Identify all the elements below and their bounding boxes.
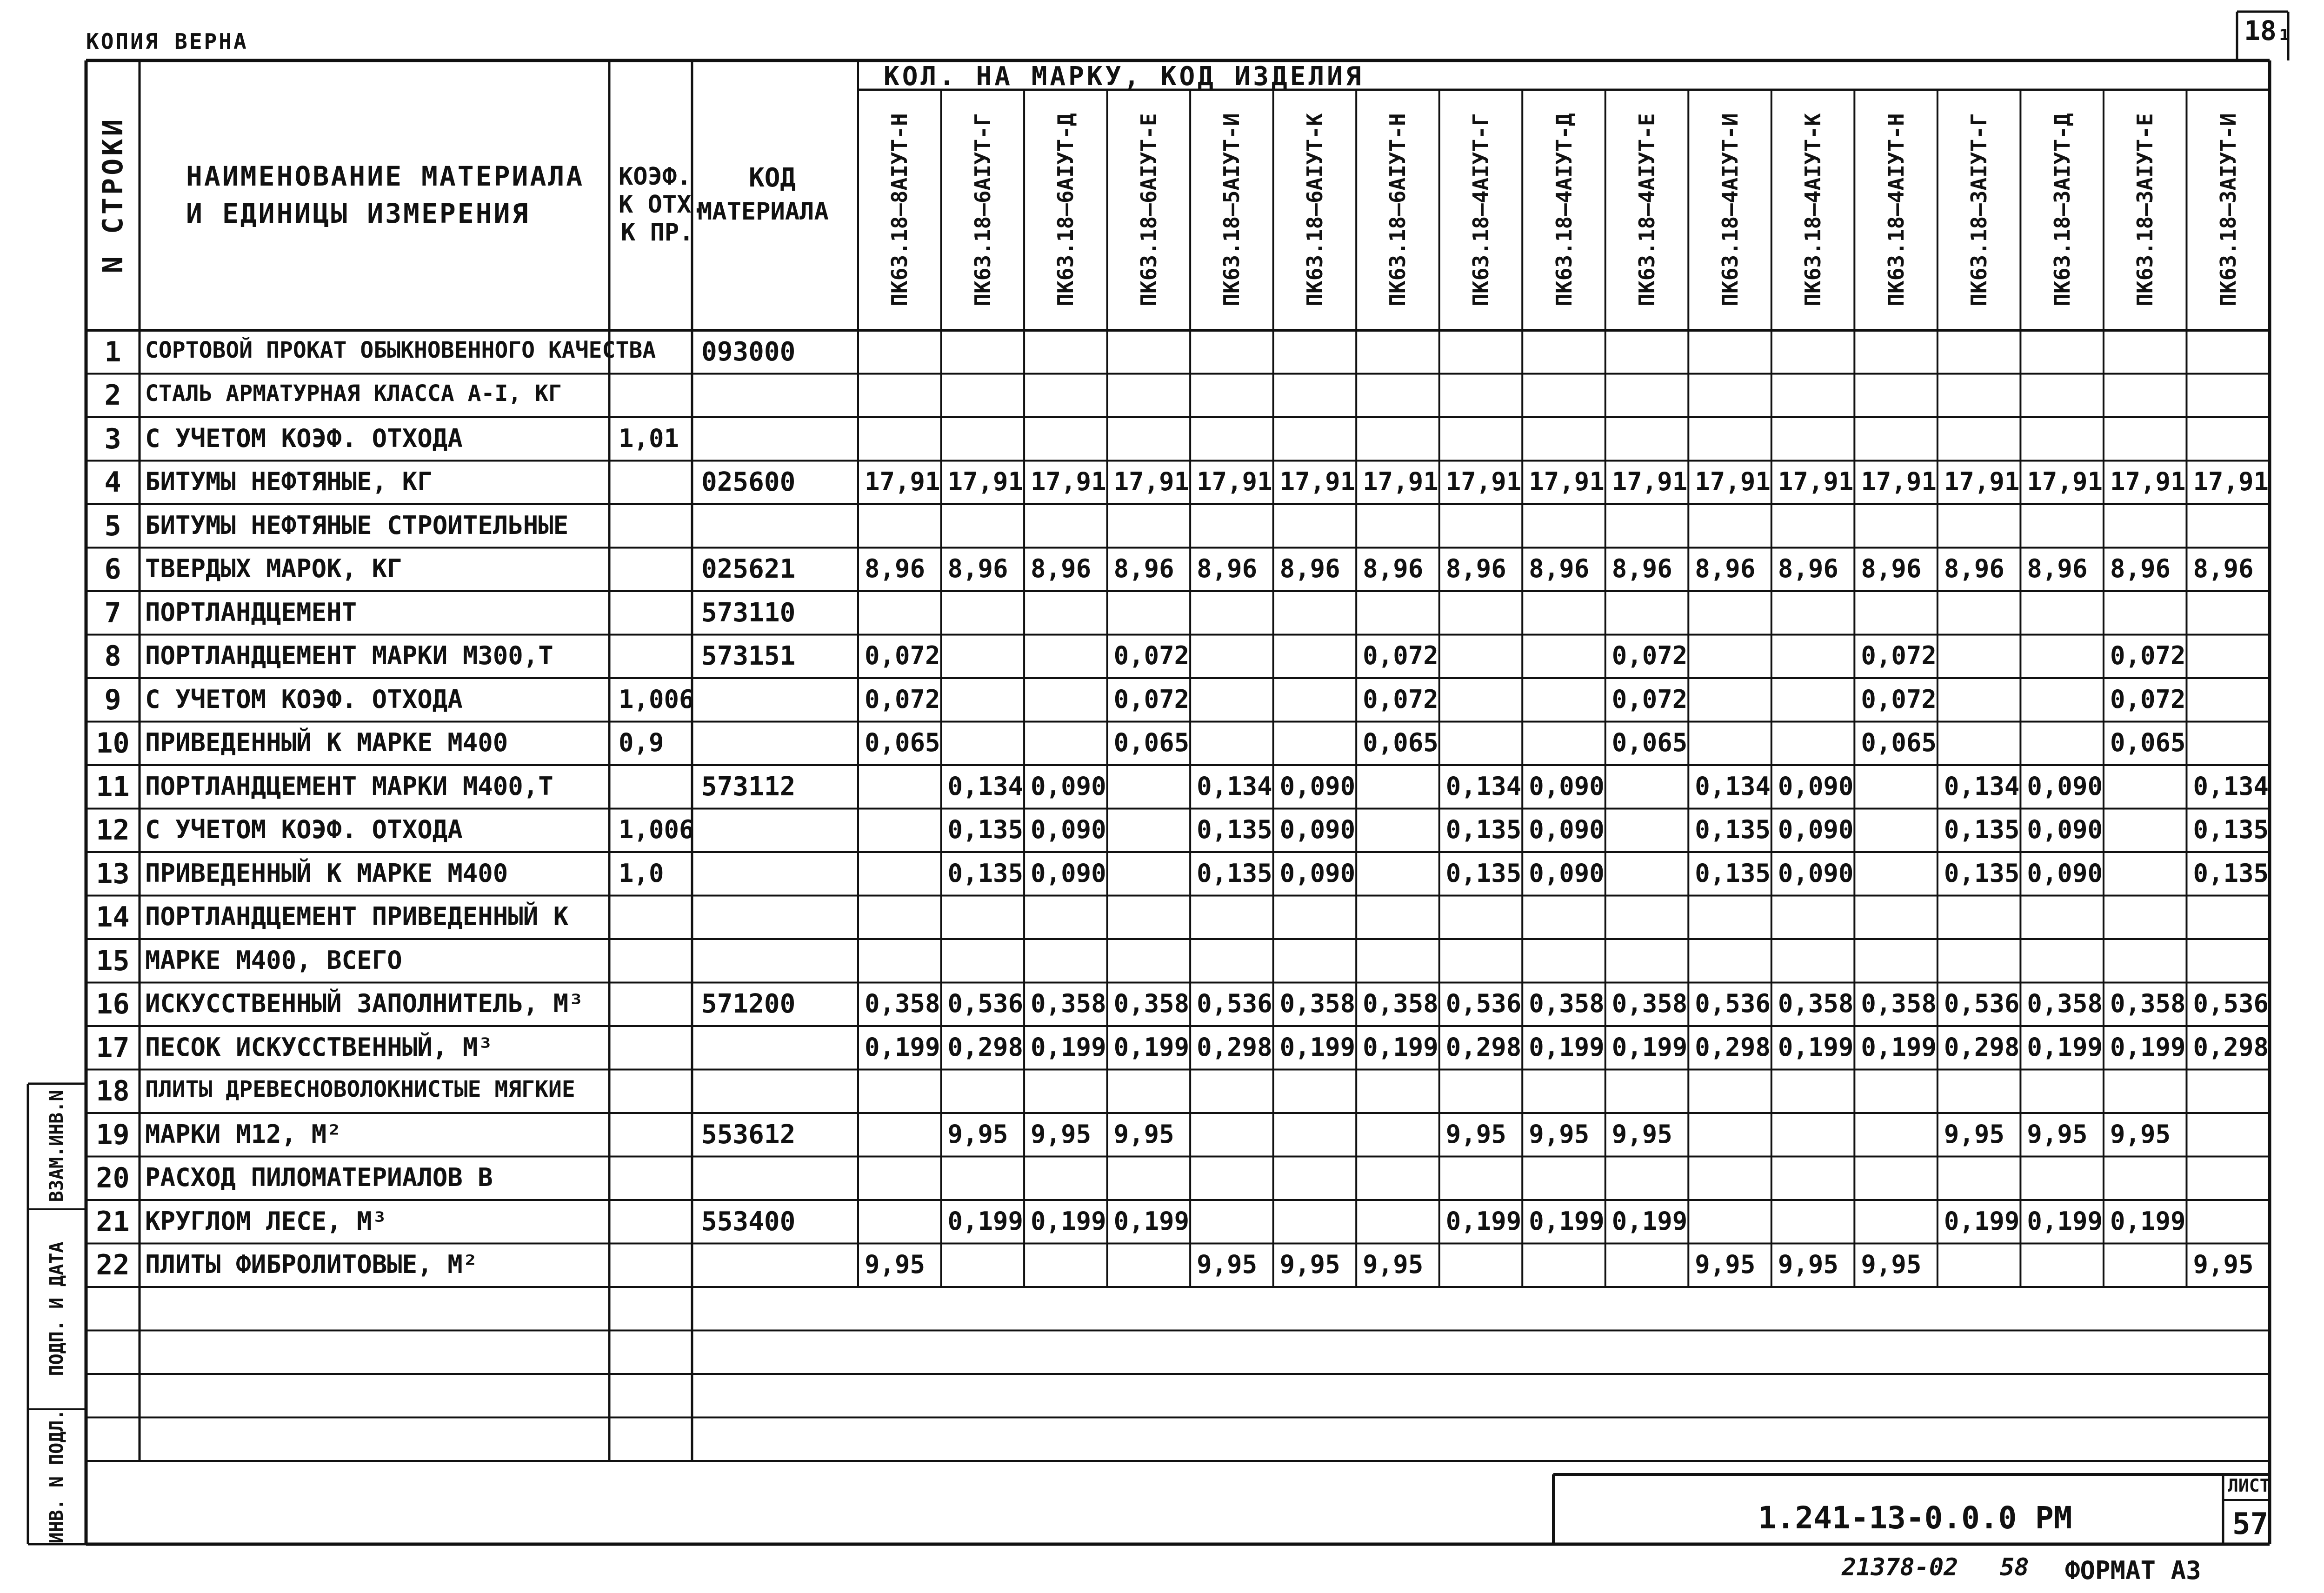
- quantity-cell: 0,072: [1861, 684, 1937, 714]
- quantity-cell: 17,91: [1944, 467, 2020, 497]
- row-material-name: РАСХОД ПИЛОМАТЕРИАЛОВ В: [145, 1163, 493, 1193]
- quantity-cell: 0,199: [1445, 1206, 1522, 1236]
- quantity-cell: 0,090: [1529, 815, 1605, 845]
- quantity-cell: 17,91: [1279, 467, 1356, 497]
- quantity-cell: 9,95: [1031, 1119, 1092, 1149]
- header-row-number: N СТРОКИ: [96, 116, 129, 273]
- quantity-cell: 0,090: [2027, 815, 2103, 845]
- row-material-code: 025621: [701, 554, 796, 585]
- row-number: 1: [104, 335, 121, 368]
- quantity-cell: 0,065: [1611, 728, 1688, 758]
- quantity-cell: 9,95: [947, 1119, 1008, 1149]
- column-header-8: ПК63.18—4АIУТ-Г: [1468, 113, 1493, 307]
- quantity-cell: 0,090: [1529, 771, 1605, 801]
- quantity-cell: 0,072: [1861, 641, 1937, 671]
- quantity-cell: 0,090: [1778, 771, 1854, 801]
- sheet-tag: 18₁: [2244, 15, 2293, 47]
- row-material-name: ПЛИТЫ ДРЕВЕСНОВОЛОКНИСТЫЕ МЯГКИЕ: [145, 1076, 575, 1103]
- row-number: 4: [104, 466, 121, 499]
- column-header-7: ПК63.18—6АIУТ-Н: [1385, 113, 1411, 307]
- quantity-cell: 0,090: [2027, 858, 2103, 888]
- quantity-cell: 0,536: [947, 989, 1024, 1019]
- row-number: 10: [96, 727, 130, 760]
- quantity-cell: 0,536: [1695, 989, 1771, 1019]
- quantity-cell: 0,072: [2110, 684, 2186, 714]
- quantity-cell: 0,135: [2193, 815, 2269, 845]
- row-material-name: ПОРТЛАНДЦЕМЕНТ МАРКИ М300,Т: [145, 641, 553, 671]
- quantity-cell: 8,96: [1445, 554, 1506, 584]
- quantity-cell: 0,072: [865, 641, 940, 671]
- quantity-cell: 0,135: [947, 858, 1024, 888]
- row-coefficient: 1,01: [619, 423, 679, 453]
- row-number: 16: [96, 988, 130, 1021]
- quantity-cell: 0,358: [1363, 989, 1438, 1019]
- column-header-4: ПК63.18—6АIУТ-Е: [1136, 113, 1161, 307]
- quantity-cell: 0,358: [1778, 989, 1854, 1019]
- quantity-cell: 0,065: [2110, 728, 2186, 758]
- quantity-cell: 0,135: [1197, 858, 1272, 888]
- column-header-3: ПК63.18—6АIУТ-Д: [1053, 113, 1079, 307]
- row-number: 21: [96, 1205, 130, 1238]
- quantity-cell: 9,95: [1113, 1119, 1174, 1149]
- quantity-cell: 0,199: [2110, 1206, 2186, 1236]
- side-label-2: ПОДП. И ДАТА: [46, 1241, 67, 1376]
- column-header-1: ПК63.18—8АIУТ-Н: [887, 113, 912, 307]
- row-number: 22: [96, 1249, 130, 1282]
- quantity-cell: 0,298: [1197, 1032, 1272, 1062]
- quantity-cell: 0,072: [1363, 684, 1438, 714]
- quantity-cell: 8,96: [1197, 554, 1258, 584]
- quantity-cell: 17,91: [1031, 467, 1106, 497]
- row-number: 18: [96, 1075, 130, 1108]
- quantity-cell: 8,96: [1031, 554, 1092, 584]
- quantity-cell: 0,090: [1279, 771, 1356, 801]
- column-header-15: ПК63.18—3АIУТ-Д: [2049, 113, 2075, 307]
- quantity-cell: 0,065: [865, 728, 940, 758]
- quantity-cell: 8,96: [1529, 554, 1590, 584]
- quantity-cell: 8,96: [865, 554, 926, 584]
- header-coef-line1: КОЭФ.: [619, 163, 692, 191]
- row-number: 3: [104, 422, 121, 455]
- quantity-cell: 8,96: [2193, 554, 2254, 584]
- quantity-cell: 0,358: [1031, 989, 1106, 1019]
- column-header-12: ПК63.18—4АIУТ-К: [1800, 113, 1826, 307]
- row-number: 20: [96, 1162, 130, 1195]
- column-header-5: ПК63.18—5АIУТ-И: [1219, 113, 1245, 307]
- quantity-cell: 8,96: [1695, 554, 1756, 584]
- quantity-cell: 0,072: [1611, 641, 1688, 671]
- row-material-code: 573151: [701, 641, 796, 672]
- header-name-line1: НАИМЕНОВАНИЕ МАТЕРИАЛА: [186, 160, 585, 192]
- quantity-cell: 17,91: [2193, 467, 2269, 497]
- quantity-cell: 0,199: [2110, 1032, 2186, 1062]
- quantity-cell: 0,199: [1529, 1032, 1605, 1062]
- side-label-1: ВЗАМ.ИНВ.N: [46, 1090, 67, 1202]
- column-header-14: ПК63.18—3АIУТ-Г: [1966, 113, 1992, 307]
- row-material-code: 573112: [701, 771, 796, 802]
- quantity-cell: 0,199: [1113, 1032, 1190, 1062]
- quantity-cell: 0,358: [1113, 989, 1190, 1019]
- quantity-cell: 0,358: [1861, 989, 1937, 1019]
- document-code: 1.241-13-0.0.0 РМ: [1758, 1500, 2072, 1536]
- header-code-line1: КОД: [749, 163, 796, 193]
- column-header-13: ПК63.18—4АIУТ-Н: [1883, 113, 1909, 307]
- quantity-cell: 0,536: [1445, 989, 1522, 1019]
- row-number: 13: [96, 857, 130, 890]
- quantity-cell: 0,298: [947, 1032, 1024, 1062]
- quantity-cell: 0,199: [1861, 1032, 1937, 1062]
- quantity-cell: 0,090: [1031, 815, 1106, 845]
- quantity-cell: 17,91: [2027, 467, 2103, 497]
- quantity-cell: 9,95: [2110, 1119, 2171, 1149]
- quantity-cell: 0,199: [1113, 1206, 1190, 1236]
- quantity-cell: 9,95: [2027, 1119, 2088, 1149]
- row-number: 19: [96, 1118, 130, 1151]
- row-material-name: С УЧЕТОМ КОЭФ. ОТХОДА: [145, 684, 463, 714]
- quantity-cell: 0,135: [1695, 815, 1771, 845]
- quantity-cell: 0,199: [1529, 1206, 1605, 1236]
- header-code-line2: МАТЕРИАЛА: [698, 198, 829, 226]
- quantity-cell: 9,95: [1197, 1250, 1258, 1280]
- quantity-cell: 0,134: [2193, 771, 2269, 801]
- quantity-cell: 0,072: [1113, 684, 1190, 714]
- column-header-9: ПК63.18—4АIУТ-Д: [1551, 113, 1577, 307]
- row-material-code: 573110: [701, 597, 796, 628]
- quantity-cell: 9,95: [1529, 1119, 1590, 1149]
- quantity-cell: 8,96: [1944, 554, 2004, 584]
- quantity-cell: 0,090: [1031, 771, 1106, 801]
- quantity-cell: 0,199: [1611, 1206, 1688, 1236]
- quantity-cell: 0,199: [1031, 1206, 1106, 1236]
- quantity-cell: 0,072: [1611, 684, 1688, 714]
- quantity-cell: 17,91: [1861, 467, 1937, 497]
- quantity-cell: 0,090: [1778, 815, 1854, 845]
- column-header-16: ПК63.18—3АIУТ-Е: [2132, 113, 2158, 307]
- quantity-cell: 0,358: [2110, 989, 2186, 1019]
- row-number: 5: [104, 509, 121, 542]
- quantity-cell: 8,96: [1861, 554, 1922, 584]
- quantity-cell: 0,358: [2027, 989, 2103, 1019]
- quantity-cell: 8,96: [2110, 554, 2171, 584]
- quantity-cell: 0,298: [1695, 1032, 1771, 1062]
- row-material-name: МАРКЕ М400, ВСЕГО: [145, 945, 402, 975]
- sheet-label: ЛИСТ: [2228, 1475, 2271, 1496]
- quantity-cell: 0,199: [2027, 1032, 2103, 1062]
- quantity-cell: 0,135: [947, 815, 1024, 845]
- quantity-cell: 0,072: [2110, 641, 2186, 671]
- row-material-name: МАРКИ М12, М²: [145, 1119, 342, 1149]
- copy-stamp: КОПИЯ ВЕРНА: [86, 29, 248, 54]
- row-material-code: 553400: [701, 1206, 796, 1237]
- quantity-cell: 8,96: [1611, 554, 1672, 584]
- row-number: 15: [96, 944, 130, 977]
- quantity-cell: 0,072: [1363, 641, 1438, 671]
- quantity-cell: 0,135: [1944, 815, 2020, 845]
- row-material-name: БИТУМЫ НЕФТЯНЫЕ СТРОИТЕЛЬНЫЕ: [145, 510, 569, 540]
- column-header-2: ПК63.18—6АIУТ-Г: [970, 113, 995, 307]
- header-group-title: КОЛ. НА МАРКУ, КОД ИЗДЕЛИЯ: [884, 61, 1364, 92]
- row-number: 2: [104, 379, 121, 412]
- quantity-cell: 9,95: [1363, 1250, 1424, 1280]
- quantity-cell: 0,135: [1445, 815, 1522, 845]
- row-material-name: СТАЛЬ АРМАТУРНАЯ КЛАССА А-I, КГ: [145, 380, 562, 407]
- quantity-cell: 0,199: [1279, 1032, 1356, 1062]
- side-label-3: ИНВ. N ПОДЛ.: [46, 1409, 67, 1544]
- row-material-name: ИСКУССТВЕННЫЙ ЗАПОЛНИТЕЛЬ, М³: [145, 989, 584, 1019]
- row-number: 17: [96, 1031, 130, 1064]
- quantity-cell: 0,199: [1363, 1032, 1438, 1062]
- quantity-cell: 0,199: [1611, 1032, 1688, 1062]
- quantity-cell: 9,95: [865, 1250, 926, 1280]
- quantity-cell: 17,91: [2110, 467, 2186, 497]
- quantity-cell: 17,91: [1695, 467, 1771, 497]
- quantity-cell: 9,95: [1861, 1250, 1922, 1280]
- header-coef-line2: К ОТХ.: [619, 191, 706, 219]
- quantity-cell: 8,96: [2027, 554, 2088, 584]
- quantity-cell: 17,91: [1363, 467, 1438, 497]
- quantity-cell: 0,298: [1445, 1032, 1522, 1062]
- quantity-cell: 8,96: [1113, 554, 1174, 584]
- row-material-name: С УЧЕТОМ КОЭФ. ОТХОДА: [145, 423, 463, 453]
- quantity-cell: 0,199: [947, 1206, 1024, 1236]
- quantity-cell: 0,536: [1197, 989, 1272, 1019]
- quantity-cell: 0,135: [1695, 858, 1771, 888]
- quantity-cell: 0,090: [1778, 858, 1854, 888]
- quantity-cell: 0,135: [1944, 858, 2020, 888]
- row-number: 8: [104, 640, 121, 673]
- row-number: 12: [96, 814, 130, 847]
- quantity-cell: 0,536: [1944, 989, 2020, 1019]
- row-material-name: ПОРТЛАНДЦЕМЕНТ МАРКИ М400,Т: [145, 771, 553, 801]
- quantity-cell: 0,065: [1861, 728, 1937, 758]
- quantity-cell: 9,95: [1778, 1250, 1838, 1280]
- row-material-name: КРУГЛОМ ЛЕСЕ, М³: [145, 1206, 387, 1236]
- quantity-cell: 0,134: [1695, 771, 1771, 801]
- quantity-cell: 0,090: [1279, 858, 1356, 888]
- quantity-cell: 0,135: [1445, 858, 1522, 888]
- quantity-cell: 0,199: [1944, 1206, 2020, 1236]
- quantity-cell: 17,91: [1778, 467, 1854, 497]
- quantity-cell: 0,072: [1113, 641, 1190, 671]
- row-material-name: СОРТОВОЙ ПРОКАТ ОБЫКНОВЕННОГО КАЧЕСТВА: [145, 337, 656, 363]
- column-header-17: ПК63.18—3АIУТ-И: [2215, 113, 2241, 307]
- quantity-cell: 17,91: [1113, 467, 1190, 497]
- quantity-cell: 0,135: [1197, 815, 1272, 845]
- quantity-cell: 8,96: [1279, 554, 1340, 584]
- sheet-number: 57: [2232, 1507, 2269, 1541]
- quantity-cell: 9,95: [2193, 1250, 2254, 1280]
- order-number: 21378-02: [1842, 1553, 1958, 1581]
- column-header-10: ПК63.18—4АIУТ-Е: [1634, 113, 1660, 307]
- row-material-name: ПЕСОК ИСКУССТВЕННЫЙ, М³: [145, 1032, 493, 1062]
- row-material-name: С УЧЕТОМ КОЭФ. ОТХОДА: [145, 815, 463, 845]
- row-material-code: 571200: [701, 989, 796, 1020]
- row-coefficient: 1,006: [619, 684, 694, 714]
- quantity-cell: 0,135: [2193, 858, 2269, 888]
- format-label: ФОРМАТ А3: [2065, 1556, 2201, 1585]
- quantity-cell: 0,199: [1778, 1032, 1854, 1062]
- quantity-cell: 0,134: [947, 771, 1024, 801]
- row-material-code: 553612: [701, 1119, 796, 1150]
- quantity-cell: 9,95: [1611, 1119, 1672, 1149]
- row-material-code: 093000: [701, 336, 796, 367]
- row-coefficient: 1,0: [619, 858, 664, 888]
- row-material-code: 025600: [701, 467, 796, 498]
- header-coef-line3: К ПР.: [621, 219, 694, 247]
- page-number: 58: [2000, 1553, 2029, 1581]
- row-coefficient: 0,9: [619, 728, 664, 758]
- quantity-cell: 0,072: [865, 684, 940, 714]
- quantity-cell: 17,91: [1611, 467, 1688, 497]
- quantity-cell: 0,199: [2027, 1206, 2103, 1236]
- quantity-cell: 17,91: [865, 467, 940, 497]
- quantity-cell: 17,91: [1197, 467, 1272, 497]
- quantity-cell: 9,95: [1695, 1250, 1756, 1280]
- quantity-cell: 0,090: [2027, 771, 2103, 801]
- quantity-cell: 8,96: [1363, 554, 1424, 584]
- quantity-cell: 0,134: [1445, 771, 1522, 801]
- row-number: 7: [104, 596, 121, 629]
- quantity-cell: 8,96: [947, 554, 1008, 584]
- header-name-line2: И ЕДИНИЦЫ ИЗМЕРЕНИЯ: [186, 198, 530, 229]
- row-material-name: БИТУМЫ НЕФТЯНЫЕ, КГ: [145, 467, 433, 497]
- column-header-6: ПК63.18—6АIУТ-К: [1302, 113, 1327, 307]
- quantity-cell: 9,95: [1445, 1119, 1506, 1149]
- quantity-cell: 0,358: [865, 989, 940, 1019]
- quantity-cell: 0,298: [2193, 1032, 2269, 1062]
- quantity-cell: 0,298: [1944, 1032, 2020, 1062]
- quantity-cell: 0,134: [1197, 771, 1272, 801]
- quantity-cell: 17,91: [1529, 467, 1605, 497]
- row-number: 9: [104, 683, 121, 716]
- quantity-cell: 0,090: [1529, 858, 1605, 888]
- row-material-name: ПОРТЛАНДЦЕМЕНТ ПРИВЕДЕННЫЙ К: [145, 902, 569, 932]
- quantity-cell: 0,090: [1031, 858, 1106, 888]
- row-number: 11: [96, 770, 130, 803]
- row-material-name: ПРИВЕДЕННЫЙ К МАРКЕ М400: [145, 728, 508, 758]
- column-header-11: ПК63.18—4АIУТ-И: [1717, 113, 1743, 307]
- quantity-cell: 9,95: [1279, 1250, 1340, 1280]
- row-material-name: ПЛИТЫ ФИБРОЛИТОВЫЕ, М²: [145, 1250, 478, 1280]
- quantity-cell: 8,96: [1778, 554, 1838, 584]
- quantity-cell: 0,199: [865, 1032, 940, 1062]
- quantity-cell: 17,91: [1445, 467, 1522, 497]
- quantity-cell: 0,199: [1031, 1032, 1106, 1062]
- row-material-name: ПРИВЕДЕННЫЙ К МАРКЕ М400: [145, 858, 508, 888]
- row-material-name: ПОРТЛАНДЦЕМЕНТ: [145, 597, 357, 627]
- row-number: 6: [104, 553, 121, 586]
- row-material-name: ТВЕРДЫХ МАРОК, КГ: [145, 554, 402, 584]
- quantity-cell: 0,536: [2193, 989, 2269, 1019]
- quantity-cell: 0,090: [1279, 815, 1356, 845]
- row-coefficient: 1,006: [619, 815, 694, 845]
- quantity-cell: 0,065: [1113, 728, 1190, 758]
- quantity-cell: 9,95: [1944, 1119, 2004, 1149]
- quantity-cell: 17,91: [947, 467, 1024, 497]
- quantity-cell: 0,134: [1944, 771, 2020, 801]
- quantity-cell: 0,358: [1279, 989, 1356, 1019]
- quantity-cell: 0,065: [1363, 728, 1438, 758]
- quantity-cell: 0,358: [1611, 989, 1688, 1019]
- quantity-cell: 0,358: [1529, 989, 1605, 1019]
- row-number: 14: [96, 901, 130, 934]
